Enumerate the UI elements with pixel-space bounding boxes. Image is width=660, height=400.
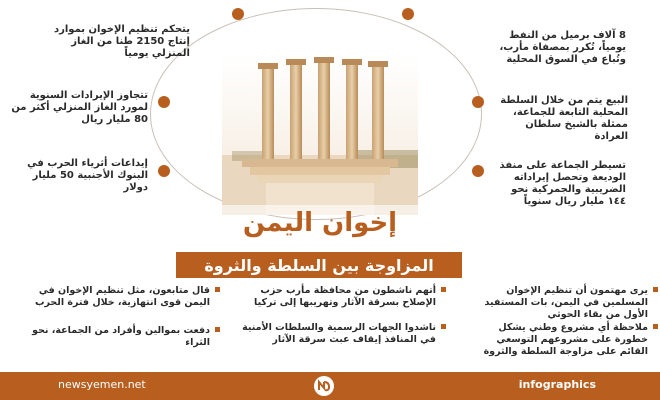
news-yemen-logo-icon <box>314 376 334 396</box>
ring-dot <box>402 8 414 20</box>
ring-dot <box>232 8 244 20</box>
fact-gas-production: يتحكم تنظيم الإخوان بموارد إنتاج 2150 طنا من الغاز المنزلي يومياً <box>53 24 190 59</box>
page-title: إخوان اليمن <box>242 208 398 238</box>
bottom-fact: دفعت بموالين وأفراد من الجماعة، نحو الثراء <box>14 325 220 349</box>
fact-gas-revenue: تتجاوز الإيرادات السنوية لمورد الغاز المنزلي أكثر من 80 مليار ريال <box>11 90 148 125</box>
bottom-fact: ناشدوا الجهات الرسمية والسلطات الأمنية في المنافذ إيقاف عبث سرقة الآثار <box>236 322 446 346</box>
fact-wadiah-port: تسيطر الجماعة على منفذ الوديعة وتحصل إيراداته الضريبية والجمركية نحو ١٤٤ مليار ريال سنوياً <box>499 160 626 207</box>
bottom-fact: أتهم ناشطون من محافظة مأرب حزب الإصلاح بسرقة الآثار وتهريبها إلى تركيا <box>236 285 446 309</box>
ring-dot <box>472 96 484 108</box>
infographics-label: infographics <box>518 378 596 391</box>
footer-bar <box>0 372 660 400</box>
ring-dot <box>158 165 170 177</box>
fact-oil-sales: البيع يتم من خلال السلطة المحلية التابعة للجماعة، ممثلة بالشيخ سلطان العرادة <box>500 95 628 142</box>
site-link[interactable]: newsyemen.net <box>58 378 146 391</box>
fact-war-deposits: إيداعات أثرياء الحرب في البنوك الأجنبية 50 مليار دولار <box>27 158 148 193</box>
subtitle-banner <box>176 252 462 278</box>
ring-dot <box>472 165 484 177</box>
temple-ruins-image <box>222 55 418 215</box>
subtitle-text: المزاوجة بين السلطة والثروة <box>204 255 434 275</box>
fact-oil-production: 8 آلاف برميل من النفط يومياً، تُكرر بمصفاة مأرب، وتُباع في السوق المحلية <box>499 30 626 65</box>
bottom-fact: ملاحظة أي مشروع وطني يشكل خطورة على مشروعهم التوسعي القائم على مزاوجة السلطة والثروة <box>468 322 658 358</box>
ring-dot <box>158 96 170 108</box>
bottom-fact: قال متابعون، مثل تنظيم الإخوان في اليمن قوى انتهازية، خلال فترة الحرب <box>14 285 220 309</box>
bottom-fact: يرى مهتمون أن تنظيم الإخوان المسلمين في اليمن، بات المستفيد الأول من بقاء الحوثي <box>468 285 658 321</box>
